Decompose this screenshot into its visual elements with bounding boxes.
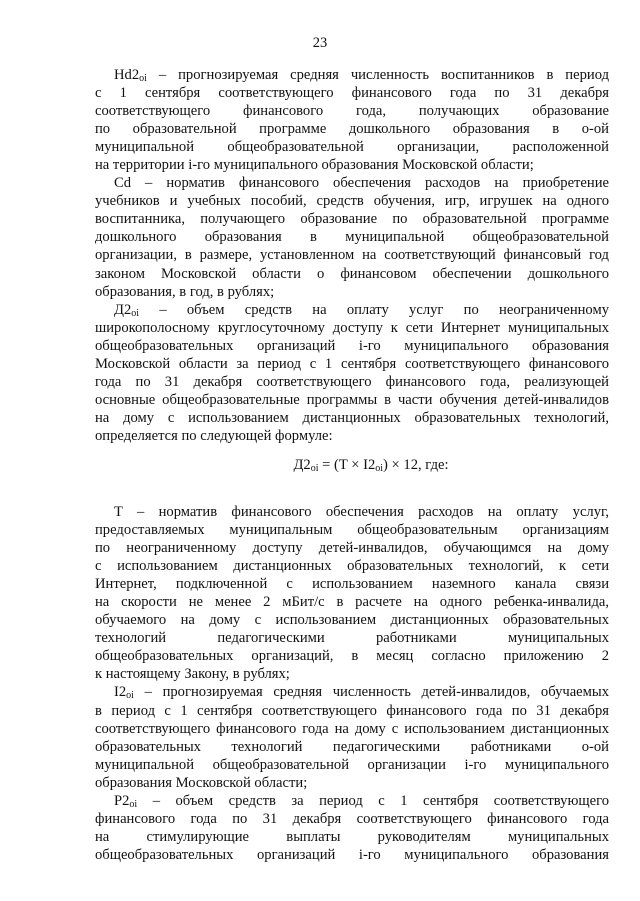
term-definition: – объем средств на оплату услуг по неограниченному (139, 301, 609, 318)
text-line: на дому с использованием дистанционных образовательных технологий, (95, 409, 609, 426)
paragraph-i2 (95, 683, 609, 791)
text-line (95, 792, 609, 810)
text-line: образования Московской области; (95, 774, 308, 791)
term-definition: – прогнозируемая средняя численность детей-инвалидов, обучаемых (133, 684, 609, 701)
text-line: с использованием дистанционных образовательных технологий, к сети (95, 558, 609, 575)
paragraph-cd (95, 174, 609, 300)
paragraph-hd2 (95, 66, 609, 174)
text-line: на скорости не менее 2 мБит/с в расчете на одного ребенка-инвалида, (95, 594, 609, 611)
paragraph-p2 (95, 792, 609, 864)
term-symbol: P2 (114, 792, 130, 809)
text-line: с 1 сентября соответствующего финансового года по 31 декабря (95, 85, 609, 102)
text-line: технологий педагогическими работниками муниципальных (95, 630, 609, 647)
text-line: общеобразовательных организаций i-го муниципального образования (95, 846, 609, 863)
formula-d2 (95, 456, 609, 474)
text-line: Интернет, подключенной с использованием наземного канала связи (95, 576, 609, 593)
text-line: на территории i-го муниципального образования Московской области; (95, 157, 534, 174)
text-line: законом Московской области о финансовом обеспечении дошкольного (95, 265, 609, 282)
text-line: определяется по следующей формуле: (95, 427, 333, 444)
text-line: Московской области за период с 1 сентября соответствующего финансового (95, 355, 609, 372)
text-line: по неограниченному доступу детей-инвалидов, обучающимся на дому (95, 540, 609, 557)
text-line (95, 683, 609, 701)
page-number: 23 (312, 35, 328, 51)
paragraph-d2 (95, 301, 609, 445)
term-subscript: oi (126, 690, 134, 702)
text-line: предоставляемых муниципальным общеобразовательным организациям (95, 522, 609, 539)
formula-lhs: Д2 (293, 456, 311, 473)
term-definition: – прогнозируемая средняя численность воспитанников в период (146, 67, 609, 83)
text-line: организации, в размере, установленном на соответствующий финансовый год (95, 247, 609, 264)
text-line: образования, в год, в рублях; (95, 283, 275, 300)
text-line: на стимулирующие выплаты руководителям муниципальных (95, 828, 609, 845)
text-line: финансового года по 31 декабря соответствующего финансового года (95, 810, 609, 827)
text-line (95, 66, 609, 84)
text-line: соответствующего финансового года на дому с использованием дистанционных (95, 720, 609, 737)
spacer (95, 474, 609, 503)
formula-rhs-close: ) × 12, где: (383, 456, 449, 473)
text-line: общеобразовательных организаций i-го муниципального образования (95, 337, 609, 354)
text-line: по образовательной программе дошкольного образования в о-ой (95, 121, 609, 138)
text-line: муниципальной общеобразовательной организации i-го муниципального (95, 756, 609, 773)
term-symbol: Д2 (114, 301, 132, 318)
document-body (95, 66, 609, 864)
text-line: обучаемого на дому с использованием дистанционных образовательных (95, 612, 609, 629)
term-subscript: oi (129, 798, 138, 810)
text-line: T – норматив финансового обеспечения расходов на оплату услуг, (114, 503, 609, 520)
formula-lhs-subscript: oi (310, 462, 319, 474)
text-line: соответствующего финансового года, получающих образование (95, 103, 609, 120)
term-subscript: oi (131, 307, 140, 319)
text-line: широкополосному круглосуточному доступу к сети Интернет муниципальных (95, 319, 609, 336)
text-line: основные общеобразовательные программы в части обучения детей-инвалидов (95, 391, 609, 408)
formula-rhs-open: = (T × I2 (318, 456, 376, 473)
text-line (95, 301, 609, 319)
paragraph-t (95, 503, 609, 683)
text-line: Cd – норматив финансового обеспечения расходов на приобретение (114, 175, 609, 192)
formula-rhs-subscript: oi (375, 462, 384, 474)
text-line: дошкольного образования в муниципальной общеобразовательной (95, 229, 609, 246)
text-line: учебников и учебных пособий, средств обучения, игр, игрушек на одного (95, 193, 609, 210)
text-line: к настоящему Закону, в рублях; (95, 666, 290, 683)
term-subscript: oi (139, 73, 147, 84)
text-line: воспитанника, получающего образование по образовательной программе (95, 211, 609, 228)
text-line: в период с 1 сентября соответствующего финансового года по 31 декабря (95, 702, 609, 719)
text-line: года по 31 декабря соответствующего финансового года, реализующей (95, 373, 609, 390)
term-symbol: Hd2 (114, 67, 140, 83)
text-line: муниципальной общеобразовательной организации, расположенной (95, 139, 609, 156)
text-line: образовательных технологий педагогическими работниками о-ой (95, 738, 609, 755)
term-symbol: I2 (114, 684, 127, 701)
term-definition: – объем средств за период с 1 сентября соответствующего (137, 792, 609, 809)
text-line: общеобразовательных организаций, в месяц согласно приложению 2 (95, 648, 609, 665)
